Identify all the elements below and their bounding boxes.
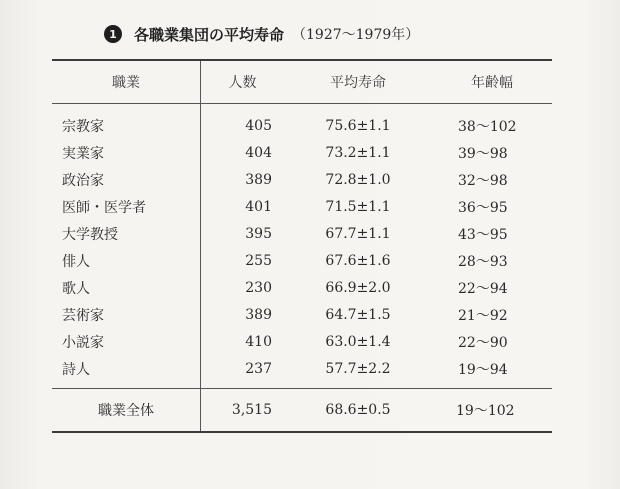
total-occupation: 職業全体 xyxy=(98,403,154,419)
cell-lifespan: 63.0±1.4 xyxy=(325,333,391,350)
total-count: 3,515 xyxy=(200,389,284,431)
cell-occupation: 歌人 xyxy=(62,280,90,297)
cell-count: 389 xyxy=(245,171,272,188)
cell-lifespan: 75.6±1.1 xyxy=(325,117,391,134)
cell-lifespan: 67.6±1.6 xyxy=(325,252,391,269)
cell-lifespan: 72.8±1.0 xyxy=(325,171,391,188)
caption-title: 各職業集団の平均寿命 xyxy=(134,25,285,44)
cell-occupation: 政治家 xyxy=(62,172,104,189)
header-age-range: 年齢幅 xyxy=(471,75,513,91)
cell-lifespan: 64.7±1.5 xyxy=(325,306,391,323)
cell-occupation: 大学教授 xyxy=(62,226,118,243)
cell-lifespan: 73.2±1.1 xyxy=(325,144,391,161)
cell-occupation: 詩人 xyxy=(62,361,90,378)
cell-count: 255 xyxy=(245,252,272,269)
table-row xyxy=(52,220,552,247)
cell-count: 237 xyxy=(245,360,272,377)
table-row xyxy=(52,355,552,382)
cell-age-range: 21〜92 xyxy=(458,307,508,324)
cell-age-range: 39〜98 xyxy=(458,145,508,162)
cell-count: 395 xyxy=(245,225,272,242)
table-caption xyxy=(104,22,419,46)
header-count: 人数 xyxy=(200,61,284,103)
cell-occupation: 実業家 xyxy=(62,145,104,162)
table-row xyxy=(52,112,552,139)
table-row xyxy=(52,193,552,220)
table-header-row xyxy=(52,61,552,104)
table-row xyxy=(52,247,552,274)
header-occupation: 職業 xyxy=(112,75,140,91)
cell-age-range: 38〜102 xyxy=(458,118,517,135)
cell-count: 389 xyxy=(245,306,272,323)
table-body xyxy=(52,104,552,389)
table-row xyxy=(52,166,552,193)
cell-lifespan: 67.7±1.1 xyxy=(325,225,391,242)
cell-age-range: 22〜94 xyxy=(458,280,508,297)
cell-count: 401 xyxy=(245,198,272,215)
cell-lifespan: 71.5±1.1 xyxy=(325,198,391,215)
table-row xyxy=(52,328,552,355)
cell-age-range: 22〜90 xyxy=(458,334,508,351)
header-lifespan: 平均寿命 xyxy=(330,75,386,91)
cell-lifespan: 66.9±2.0 xyxy=(325,279,391,296)
cell-occupation: 小説家 xyxy=(62,334,104,351)
cell-count: 404 xyxy=(245,144,272,161)
cell-age-range: 43〜95 xyxy=(458,226,508,243)
total-lifespan: 68.6±0.5 xyxy=(325,402,391,418)
cell-age-range: 19〜94 xyxy=(458,361,508,378)
table-total-row xyxy=(52,389,552,431)
cell-occupation: 宗教家 xyxy=(62,118,104,135)
lifespan-table xyxy=(52,59,552,433)
cell-occupation: 俳人 xyxy=(62,253,90,270)
table-row xyxy=(52,139,552,166)
table-row xyxy=(52,274,552,301)
caption-number-marker: 1 xyxy=(104,25,122,43)
cell-count: 410 xyxy=(245,333,272,350)
cell-count: 405 xyxy=(245,117,272,134)
caption-period: （1927〜1979年） xyxy=(292,27,420,43)
cell-age-range: 36〜95 xyxy=(458,199,508,216)
cell-lifespan: 57.7±2.2 xyxy=(325,360,391,377)
table-row xyxy=(52,301,552,328)
cell-occupation: 医師・医学者 xyxy=(62,199,146,216)
total-age-range: 19〜102 xyxy=(456,403,515,419)
cell-occupation: 芸術家 xyxy=(62,307,104,324)
cell-age-range: 28〜93 xyxy=(458,253,508,270)
cell-age-range: 32〜98 xyxy=(458,172,508,189)
cell-count: 230 xyxy=(245,279,272,296)
